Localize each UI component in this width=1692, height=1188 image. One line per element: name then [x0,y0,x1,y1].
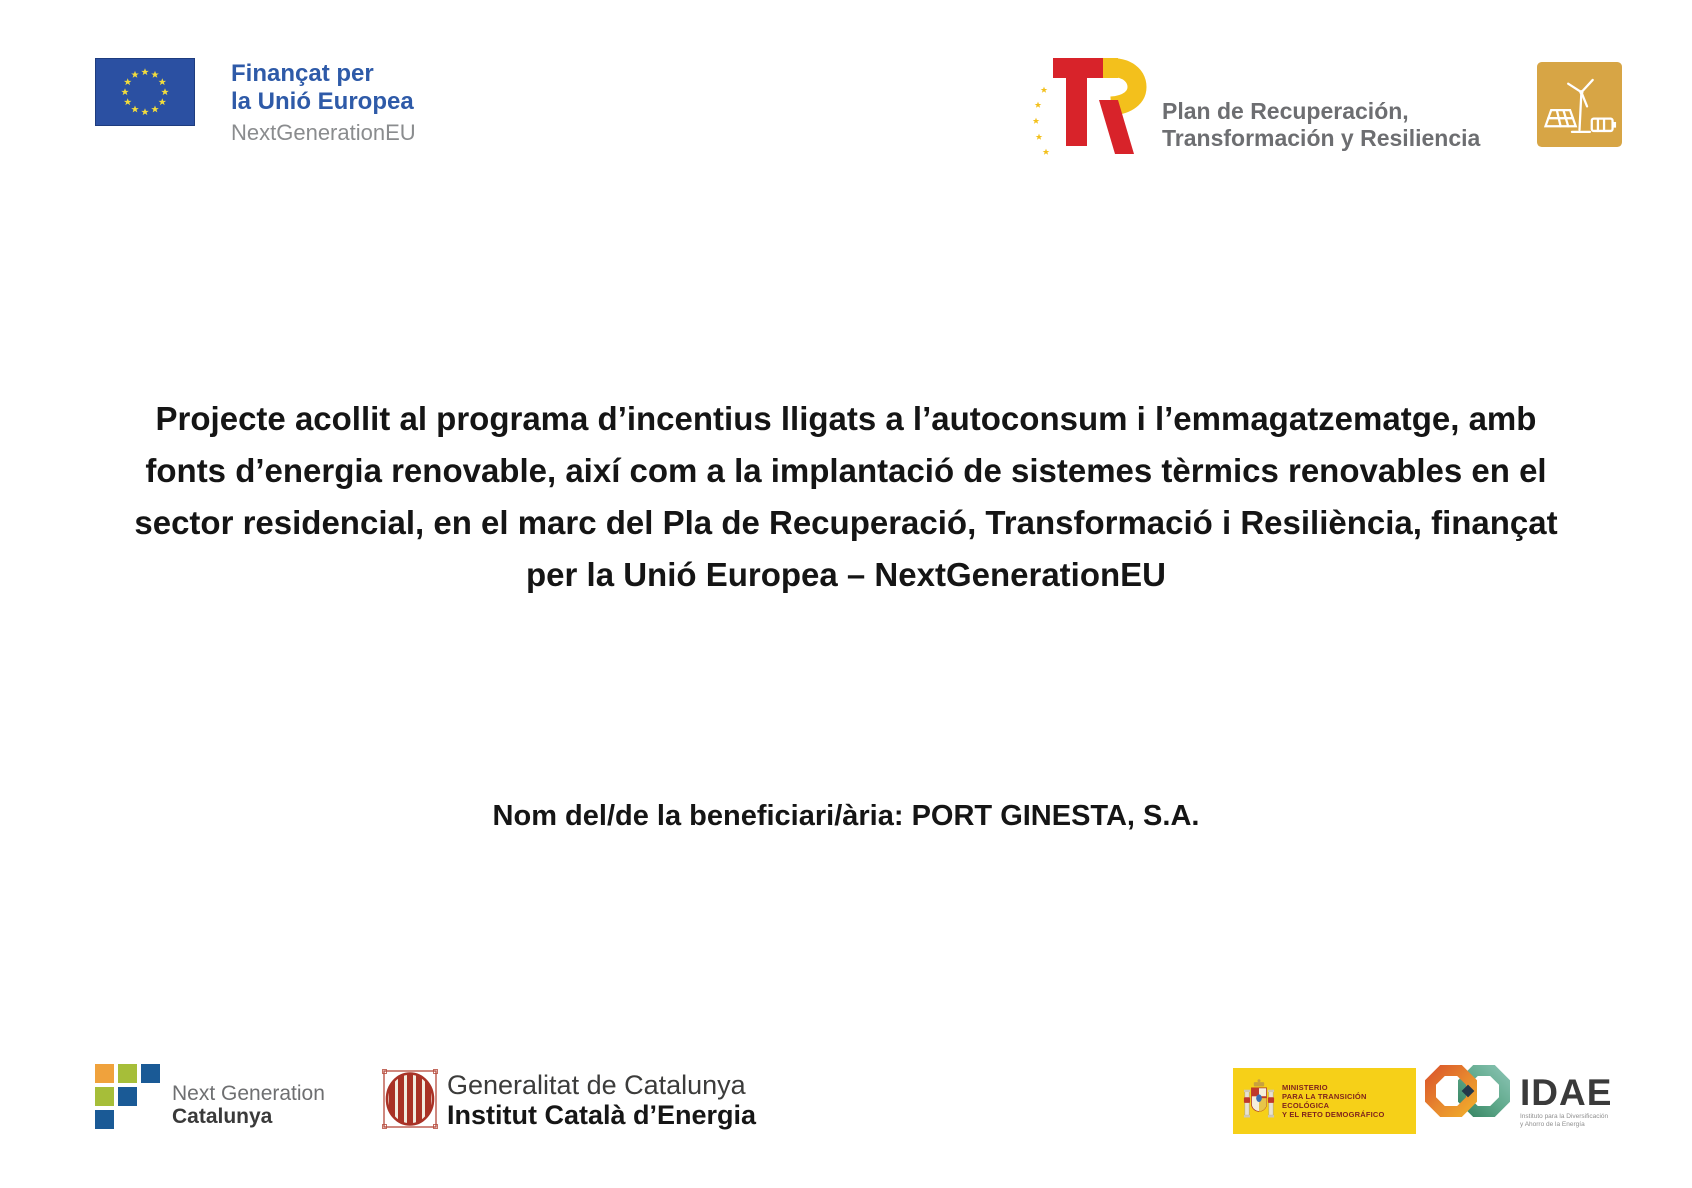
generalitat-line1: Generalitat de Catalunya [447,1070,746,1100]
ministry-line3: Y EL RETO DEMOGRÁFICO [1282,1110,1385,1119]
idae-text [1520,1072,1613,1129]
generalitat-shield-icon [381,1062,439,1136]
generalitat-text [447,1062,756,1130]
ministry-line1: MINISTERIO [1282,1083,1328,1092]
ministry-line2: PARA LA TRANSICIÓN ECOLÓGICA [1282,1092,1367,1110]
idae-octagons-icon [1424,1060,1512,1122]
mosaic-square-orange [95,1064,114,1083]
idae-name: IDAE [1520,1072,1613,1113]
project-statement [0,393,1692,601]
ng-catalunya-text [172,1082,325,1128]
ministry-text [1282,1083,1416,1119]
ng-catalunya-line2: Catalunya [172,1105,273,1128]
idae-tagline-line2: y Ahorro de la Energía [1520,1121,1585,1128]
next-generation-catalunya-logo [95,1064,325,1129]
project-statement-line-3: sector residencial, en el marc del Pla de Recuperació, Transformació i Resiliència, finançat [134,504,1558,541]
project-statement-line-4: per la Unió Europea – NextGenerationEU [526,556,1166,593]
prtr-title-line1: Plan de Recuperación, [1162,98,1409,124]
eu-flag-icon [95,58,195,126]
mosaic-square-blue [141,1064,160,1083]
eu-funding-title-line1: Finançat per [231,60,374,87]
idae-tagline-line1: Instituto para la Diversificación [1520,1113,1609,1120]
prtr-logo-block [1033,50,1480,172]
eu-funding-title-line2: la Unió Europea [231,88,414,115]
mosaic-square-blue [118,1087,137,1106]
tr-monogram-icon [1033,50,1148,172]
mosaic-square-green [118,1064,137,1083]
eu-funding-logo [95,58,416,146]
mosaic-square-green [95,1087,114,1106]
prtr-title-line2: Transformación y Resiliencia [1162,125,1481,151]
renewable-energy-icon [1537,62,1622,147]
ng-catalunya-line1: Next Generation [172,1082,325,1105]
eu-funding-text [231,58,416,146]
generalitat-line2: Institut Català d’Energia [447,1100,757,1130]
prtr-text [1162,98,1480,152]
ng-catalunya-mosaic-icon [95,1064,160,1129]
generalitat-logo [381,1062,756,1136]
spain-coat-of-arms-icon [1243,1076,1275,1126]
beneficiary-name-line: Nom del/de la beneficiari/ària: PORT GINESTA, S.A. [492,800,1200,832]
idae-tagline [1520,1113,1612,1129]
ministry-logo [1233,1068,1416,1134]
project-statement-line-2: fonts d’energia renovable, així com a la implantació de sistemes tèrmics renovables en el [145,452,1547,489]
project-statement-line-1: Projecte acollit al programa d’incentius lligats a l’autoconsum i l’emmagatzematge, amb [155,400,1537,437]
idae-logo-block [1424,1060,1612,1129]
eu-funding-subtitle: NextGenerationEU [231,120,416,145]
mosaic-square-blue [95,1110,114,1129]
